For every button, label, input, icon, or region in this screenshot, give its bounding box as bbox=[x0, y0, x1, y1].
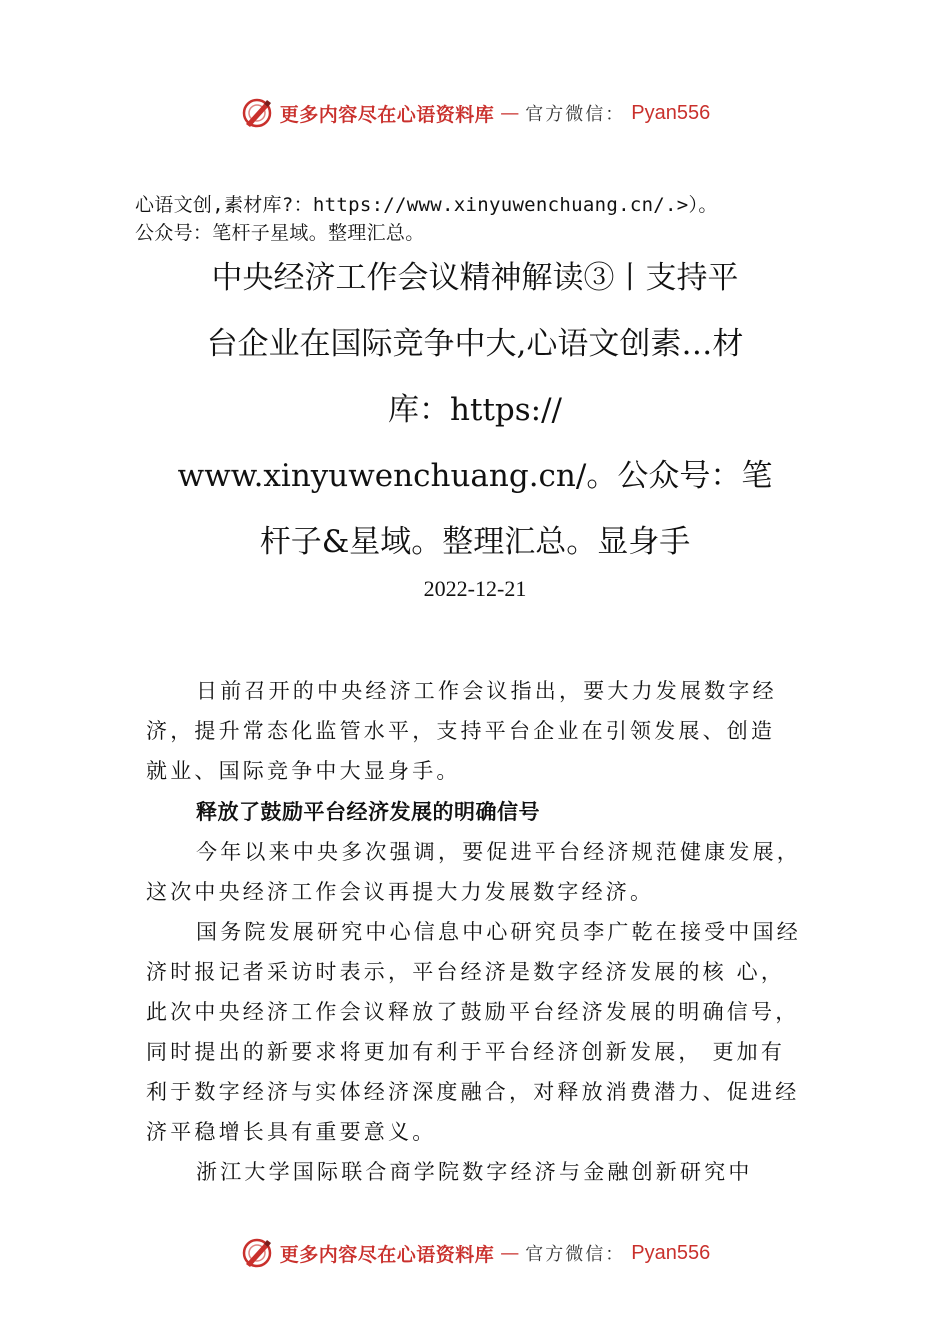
title-line: www.xinyuwenchuang.cn/。公众号：笔 bbox=[177, 458, 773, 494]
title-line: 杆子&星域。整理汇总。显身手 bbox=[259, 524, 691, 560]
title-line: 中央经济工作会议精神解读③丨支持平 bbox=[211, 260, 739, 296]
title-line: 库：https:// bbox=[388, 392, 562, 428]
pen-logo-icon bbox=[240, 96, 274, 130]
paragraph-line: 济平稳增长具有重要意义。 bbox=[146, 1120, 437, 1144]
paragraph-line: 此次中央经济工作会议释放了鼓励平台经济发展的明确信号， bbox=[146, 1000, 800, 1024]
paragraph-line: 日前召开的中央经济工作会议指出，要大力发展数字经 bbox=[196, 679, 777, 703]
paragraph-2 bbox=[146, 832, 836, 912]
publish-date: 2022-12-21 bbox=[423, 576, 527, 601]
pen-logo-icon bbox=[240, 1236, 274, 1270]
paragraph-4 bbox=[146, 1152, 836, 1192]
banner-wechat-label: 官方微信： bbox=[525, 1244, 626, 1265]
paragraph-line: 济时报记者采访时表示，平台经济是数字经济发展的核 心， bbox=[146, 960, 786, 984]
paragraph-line: 今年以来中央多次强调，要促进平台经济规范健康发展， bbox=[196, 840, 801, 864]
paragraph-1 bbox=[146, 671, 836, 791]
bottom-banner bbox=[0, 1236, 950, 1270]
title-line: 台企业在国际竞争中大,心语文创素…材 bbox=[206, 326, 744, 362]
paragraph-line: 济，提升常态化监管水平，支持平台企业在引领发展、创造 bbox=[146, 719, 776, 743]
banner-wechat-label: 官方微信： bbox=[525, 104, 626, 125]
paragraph-line: 这次中央经济工作会议再提大力发展数字经济。 bbox=[146, 880, 655, 904]
banner-wechat-id: Pyan556 bbox=[631, 101, 711, 124]
paragraph-line: 就业、国际竞争中大显身手。 bbox=[146, 759, 461, 783]
top-banner bbox=[0, 96, 950, 130]
paragraph-line: 利于数字经济与实体经济深度融合，对释放消费潜力、促进经 bbox=[146, 1080, 800, 1104]
banner-title: 更多内容尽在心语资料库 bbox=[279, 1243, 495, 1266]
paragraph-line: 浙江大学国际联合商学院数字经济与金融创新研究中 bbox=[196, 1160, 753, 1184]
banner-separator: — bbox=[500, 102, 520, 124]
header-line-2: 公众号：笔杆子星域。整理汇总。 bbox=[135, 222, 425, 244]
banner-title: 更多内容尽在心语资料库 bbox=[279, 103, 495, 126]
banner-wechat-id: Pyan556 bbox=[631, 1241, 711, 1264]
header-line-1: 心语文创,素材库?：https://www.xinyuwenchuang.cn/.>）。 bbox=[135, 194, 718, 216]
section-heading: 释放了鼓励平台经济发展的明确信号 bbox=[196, 800, 540, 824]
paragraph-line: 国务院发展研究中心信息中心研究员李广乾在接受中国经 bbox=[196, 920, 801, 944]
paragraph-3 bbox=[146, 912, 836, 1152]
banner-separator: — bbox=[500, 1242, 520, 1264]
paragraph-line: 同时提出的新要求将更加有利于平台经济创新发展， 更加有 bbox=[146, 1040, 786, 1064]
